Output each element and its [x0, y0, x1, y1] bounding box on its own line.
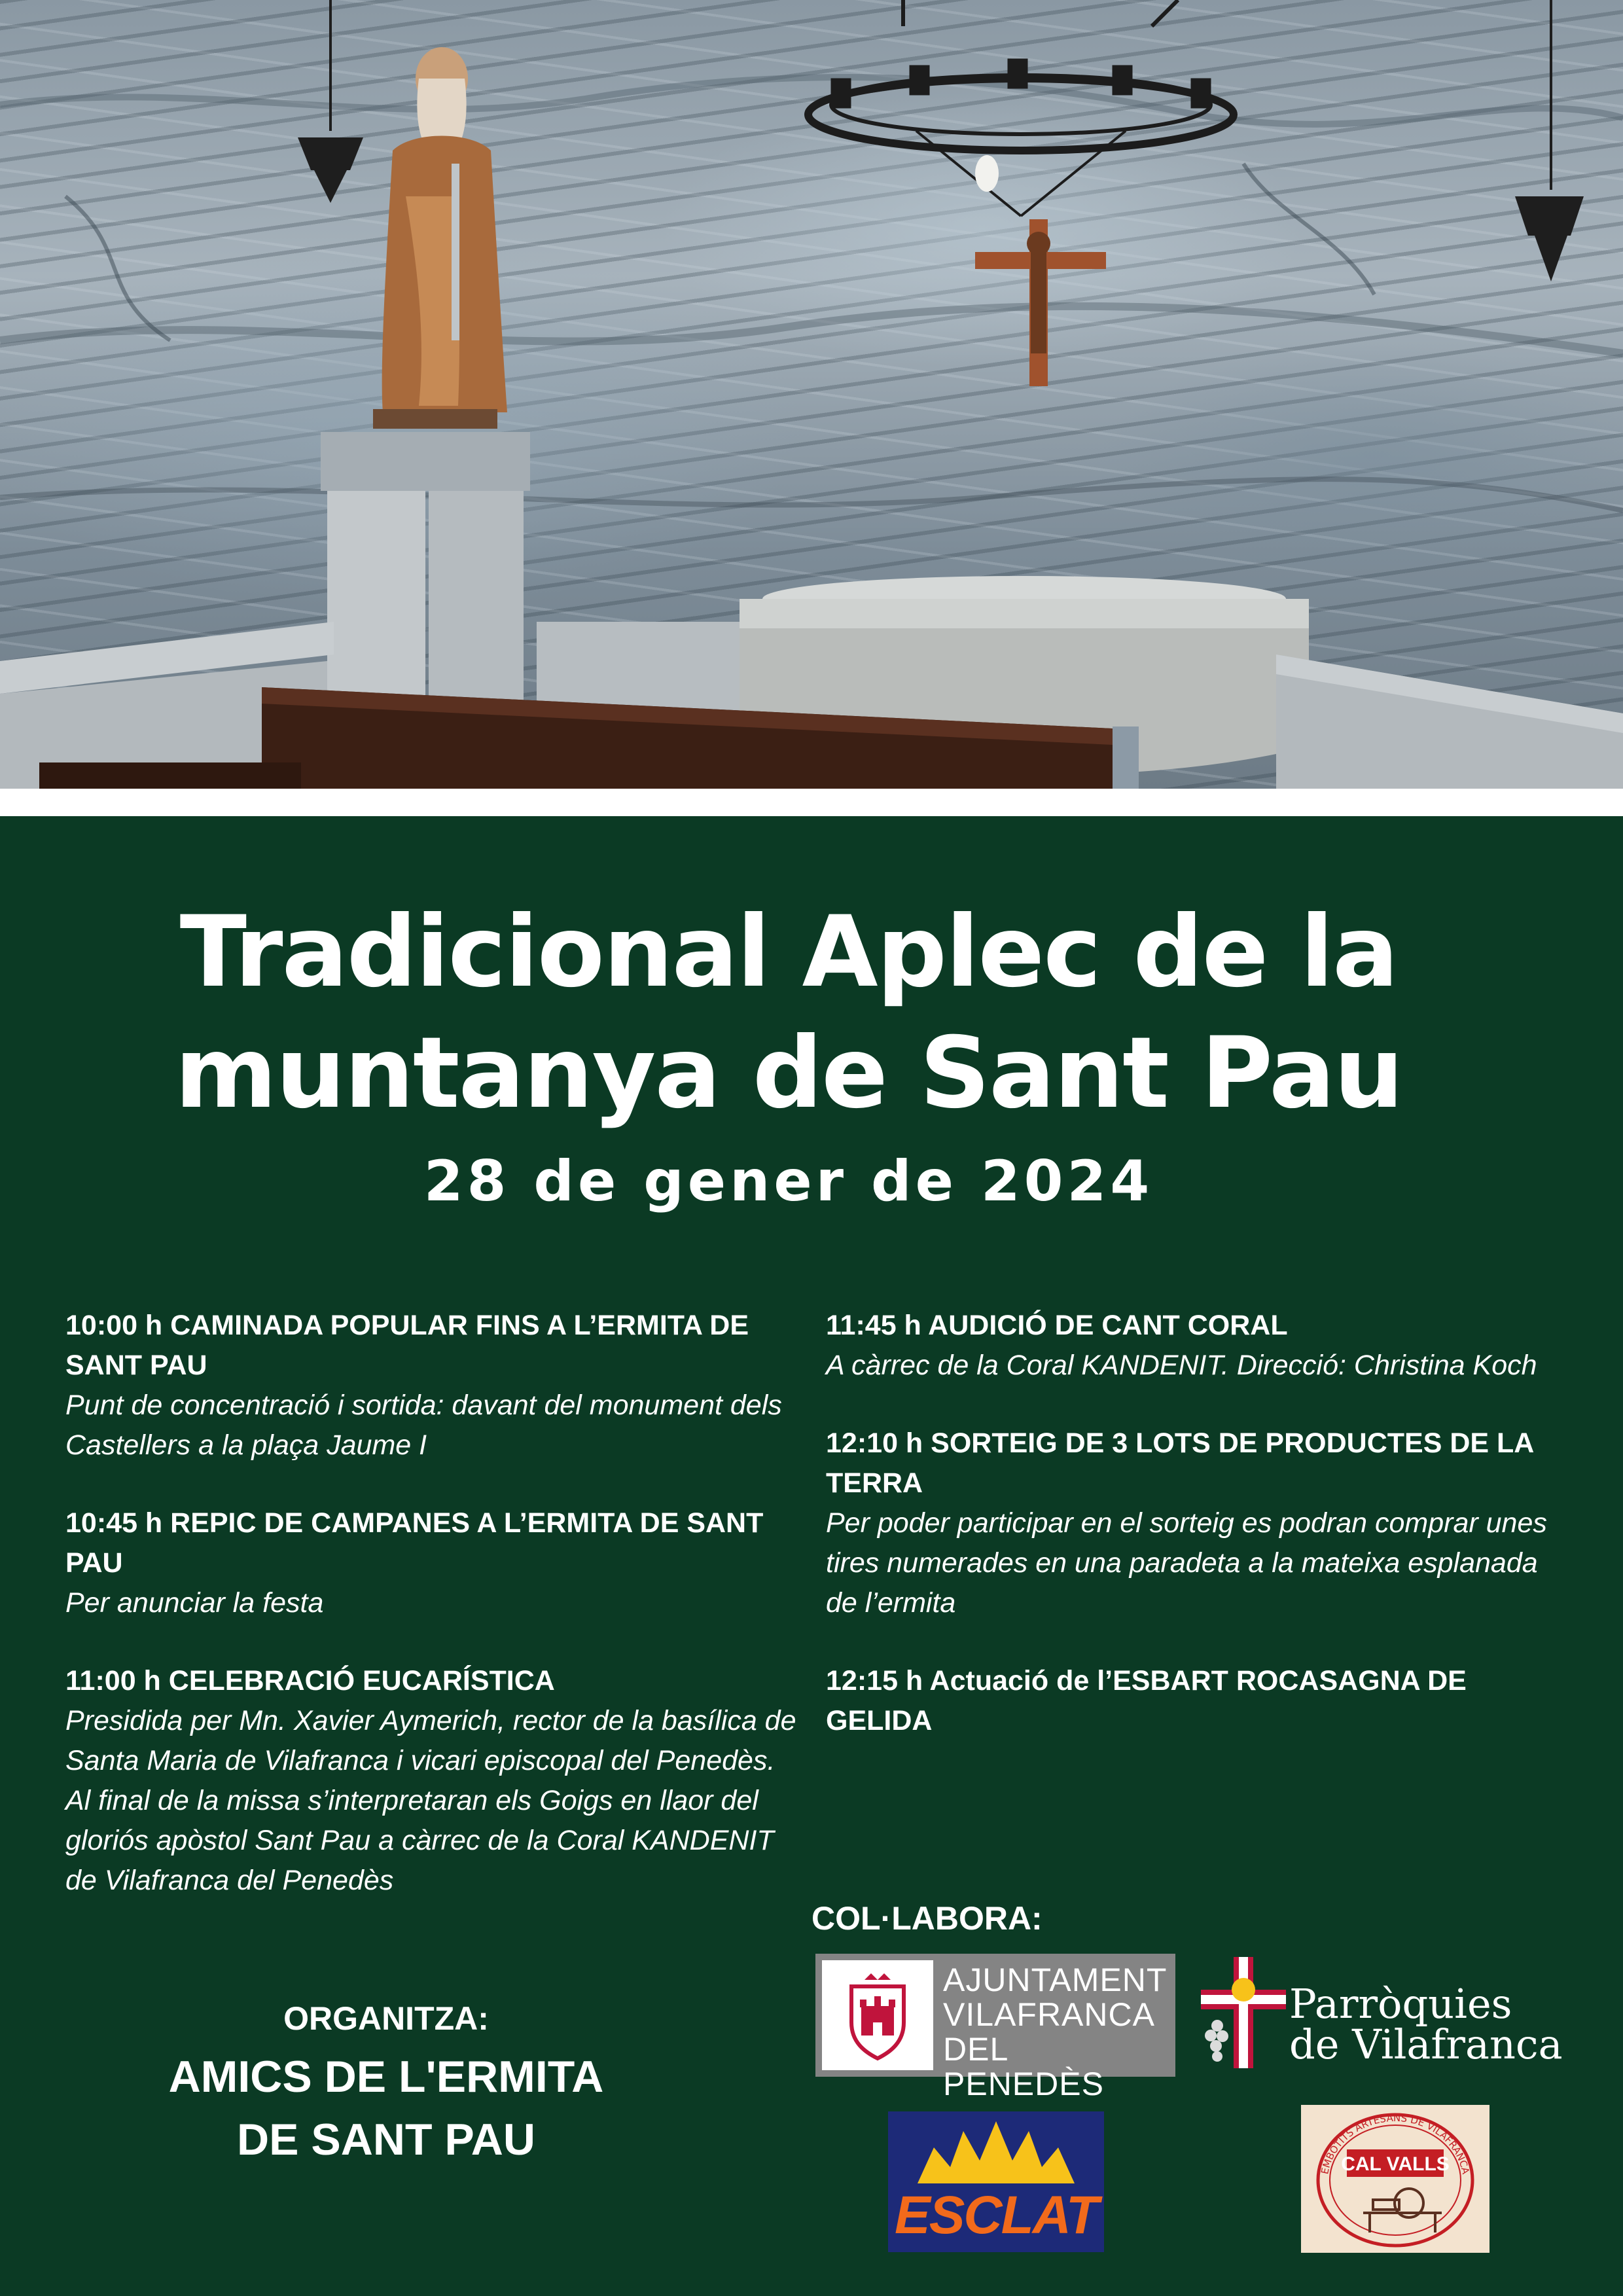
ajuntament-name	[943, 1963, 1172, 2102]
program-item	[826, 1661, 1559, 1741]
program-item-description: A càrrec de la Coral KANDENIT. Direcció: Christina Koch	[826, 1350, 1537, 1381]
parroquies-line2: de Vilafranca	[1289, 2020, 1563, 2068]
photo-divider	[0, 789, 1623, 816]
calvalls-logo	[1301, 2105, 1489, 2253]
program-item	[826, 1306, 1559, 1386]
program-item-heading: 10:00 h CAMINADA POPULAR FINS A L’ERMITA DE SANT PAU	[65, 1310, 749, 1381]
ajuntament-shield-icon	[822, 1960, 933, 2070]
ajuntament-line: DEL PENEDÈS	[943, 2031, 1104, 2102]
ajuntament-line: VILAFRANCA	[943, 1996, 1155, 2033]
program-item	[65, 1661, 798, 1901]
program-left-column	[65, 1306, 798, 1939]
program-item	[826, 1424, 1559, 1623]
stone-pedestal	[321, 432, 530, 700]
organizer-name	[65, 2045, 707, 2171]
program-item-description: Al final de la missa s’interpretaran els Goigs en llaor del gloriós apòstol Sant Pau a càrrec de la Coral KANDENIT de Vilafranca del Penedès	[65, 1785, 774, 1896]
meat-slicer-icon	[1363, 2189, 1442, 2233]
esclat-wordmark: ESCLAT	[895, 2185, 1097, 2245]
program-item-heading: 12:15 h Actuació de l’ESBART ROCASAGNA DE GELIDA	[826, 1665, 1467, 1736]
program-item-description: Per anunciar la festa	[65, 1587, 324, 1619]
calvalls-name: CAL VALLS	[1341, 2153, 1450, 2175]
organizer-name-line1: AMICS DE L'ERMITA	[168, 2052, 604, 2102]
hermitage-photo-illustration	[0, 0, 1623, 789]
event-date: 28 de gener de 2024	[423, 1149, 1154, 1214]
program-item-heading: 11:00 h CELEBRACIÓ EUCARÍSTICA	[65, 1665, 555, 1696]
calvalls-emblem	[1301, 2105, 1489, 2253]
collaborators-label: COL·LABORA:	[812, 1900, 1043, 1937]
saint-statue	[373, 47, 507, 429]
poster-title-line2: muntanya de Sant Pau	[174, 1016, 1402, 1130]
parroquies-line1: Parròquies	[1289, 1980, 1512, 2028]
program-item-description: Per poder participar en el sorteig es podran comprar unes tires numerades en una paradeta a la mateixa esplanada de l’ermita	[826, 1507, 1547, 1619]
program-item-heading: 12:10 h SORTEIG DE 3 LOTS DE PRODUCTES DE LA TERRA	[826, 1427, 1533, 1499]
organizer-name-line2: DE SANT PAU	[237, 2115, 535, 2164]
organizer-label: ORGANITZA:	[283, 2000, 489, 2037]
program-item-description: Presidida per Mn. Xavier Aymerich, rector de la basílica de Santa Maria de Vilafranca i vicari episcopal del Penedès.	[65, 1705, 796, 1776]
poster-title-line1: Tradicional Aplec de la	[179, 895, 1398, 1009]
hero-photo	[0, 0, 1623, 789]
program-item-description: Punt de concentració i sortida: davant del monument dels Castellers a la plaça Jaume I	[65, 1390, 782, 1461]
program-item	[65, 1306, 798, 1465]
parroquies-cross-icon	[1198, 1954, 1289, 2072]
esclat-logo	[888, 2111, 1104, 2252]
program-item-heading: 10:45 h REPIC DE CAMPANES A L’ERMITA DE SANT PAU	[65, 1507, 764, 1579]
program-item-heading: 11:45 h AUDICIÓ DE CANT CORAL	[826, 1310, 1288, 1341]
sunburst-icon	[888, 2111, 1104, 2190]
parroquies-logo	[1198, 1954, 1584, 2072]
calvalls-arc-text: EMBOTITS ARTESANS DE VILAFRANCA	[1319, 2111, 1472, 2176]
program-right-column	[826, 1306, 1559, 1779]
ajuntament-logo	[815, 1954, 1175, 2102]
program-item	[65, 1503, 798, 1623]
ajuntament-line: AJUNTAMENT	[943, 1962, 1168, 1998]
